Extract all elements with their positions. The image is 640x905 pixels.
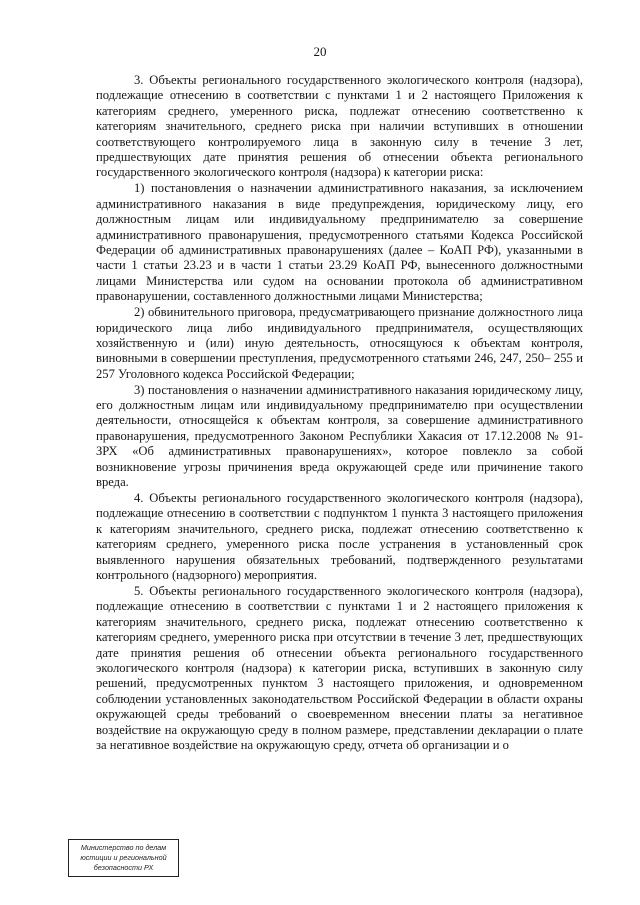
ministry-stamp bbox=[68, 839, 179, 877]
stamp-line-2: юстиции и региональной bbox=[80, 853, 167, 862]
document-body bbox=[96, 73, 583, 753]
stamp-line-1: Министерство по делам bbox=[80, 843, 167, 852]
paragraph-5: 5. Объекты регионального государственного экологического контроля (надзора), подлежащие отнесению в соответствии с пунктами 1 и 2 настоящего приложения к категориям значительного, среднего риска, подлежат отнесению соответственно к категориям среднего, умеренного риска при отсутствии в течение 3 лет, предшествующих дате принятия решения об отнесении объекта регионального государственного экологического контроля (надзора) к категории риска, вступивших в законную силу решений, предусмотренных пунктом 3 настоящего приложения, и одновременном соблюдении установленных законодательством Российской Федерации в области охраны окружающей среды требований о своевременном внесении платы за негативное воздействие на окружающую среду в полном размере, представлении декларации о плате за негативное воздействие на окружающую среду, отчета об организации и о bbox=[96, 583, 583, 752]
paragraph-3: 3. Объекты регионального государственного экологического контроля (надзора), подлежащие отнесению в соответствии с пунктами 1 и 2 настоящего Приложения к категориям среднего, умеренного риска, подлежат отнесению соответственно к категориям значительного, среднего риска при наличии вступивших в отношении соответствующего контролируемого лица в законную силу в течение 3 лет, предшествующих дате принятия решения об отнесении объекта регионального государственного экологического контроля (надзора) к категории риска: bbox=[96, 73, 583, 180]
stamp-line-3: безопасности РХ bbox=[93, 863, 154, 872]
paragraph-4: 4. Объекты регионального государственного экологического контроля (надзора), подлежащие отнесению в соответствии с подпунктом 1 пункта 3 настоящего приложения к категориям значительного, среднего риска, подлежат отнесению соответственно к категориям среднего, умеренного риска после устранения в установленный срок выявленного нарушения обязательных требований, подтвержденного результатами контрольного (надзорного) мероприятия. bbox=[96, 490, 583, 582]
subparagraph-2: 2) обвинительного приговора, предусматривающего признание должностного лица юридического лица либо индивидуального предпринимателя, осуществляющих хозяйственную и (или) иную деятельность, относящуюся к объектам контроля, виновными в совершении преступления, предусмотренного статьями 246, 247, 250– 255 и 257 Уголовного кодекса Российской Федерации; bbox=[96, 305, 583, 381]
subparagraph-3: 3) постановления о назначении административного наказания юридическому лицу, его должностным лицам или индивидуальному предпринимателю при осуществлении деятельности, относящейся к объектам контроля, за совершение административного правонарушения, предусмотренного Законом Республики Хакасия от 17.12.2008 № 91-ЗРХ «Об административных правонарушениях», которое повлекло за собой возникновение угрозы причинения вреда окружающей среде или причинение такого вреда. bbox=[96, 382, 583, 490]
subparagraph-1: 1) постановления о назначении административного наказания, за исключением административного наказания в виде предупреждения, юридическому лицу, его должностным лицам или индивидуальному предпринимателю за совершение административного правонарушения, предусмотренного статьями Кодекса Российской Федерации об административных правонарушениях (далее – КоАП РФ), указанными в части 1 статьи 23.23 и в части 1 статьи 23.29 КоАП РФ, вынесенного должностными лицами Министерства или судом на основании протокола об административном правонарушении, составленного должностными лицами Министерства; bbox=[96, 181, 583, 304]
page-number: 20 bbox=[313, 44, 327, 59]
